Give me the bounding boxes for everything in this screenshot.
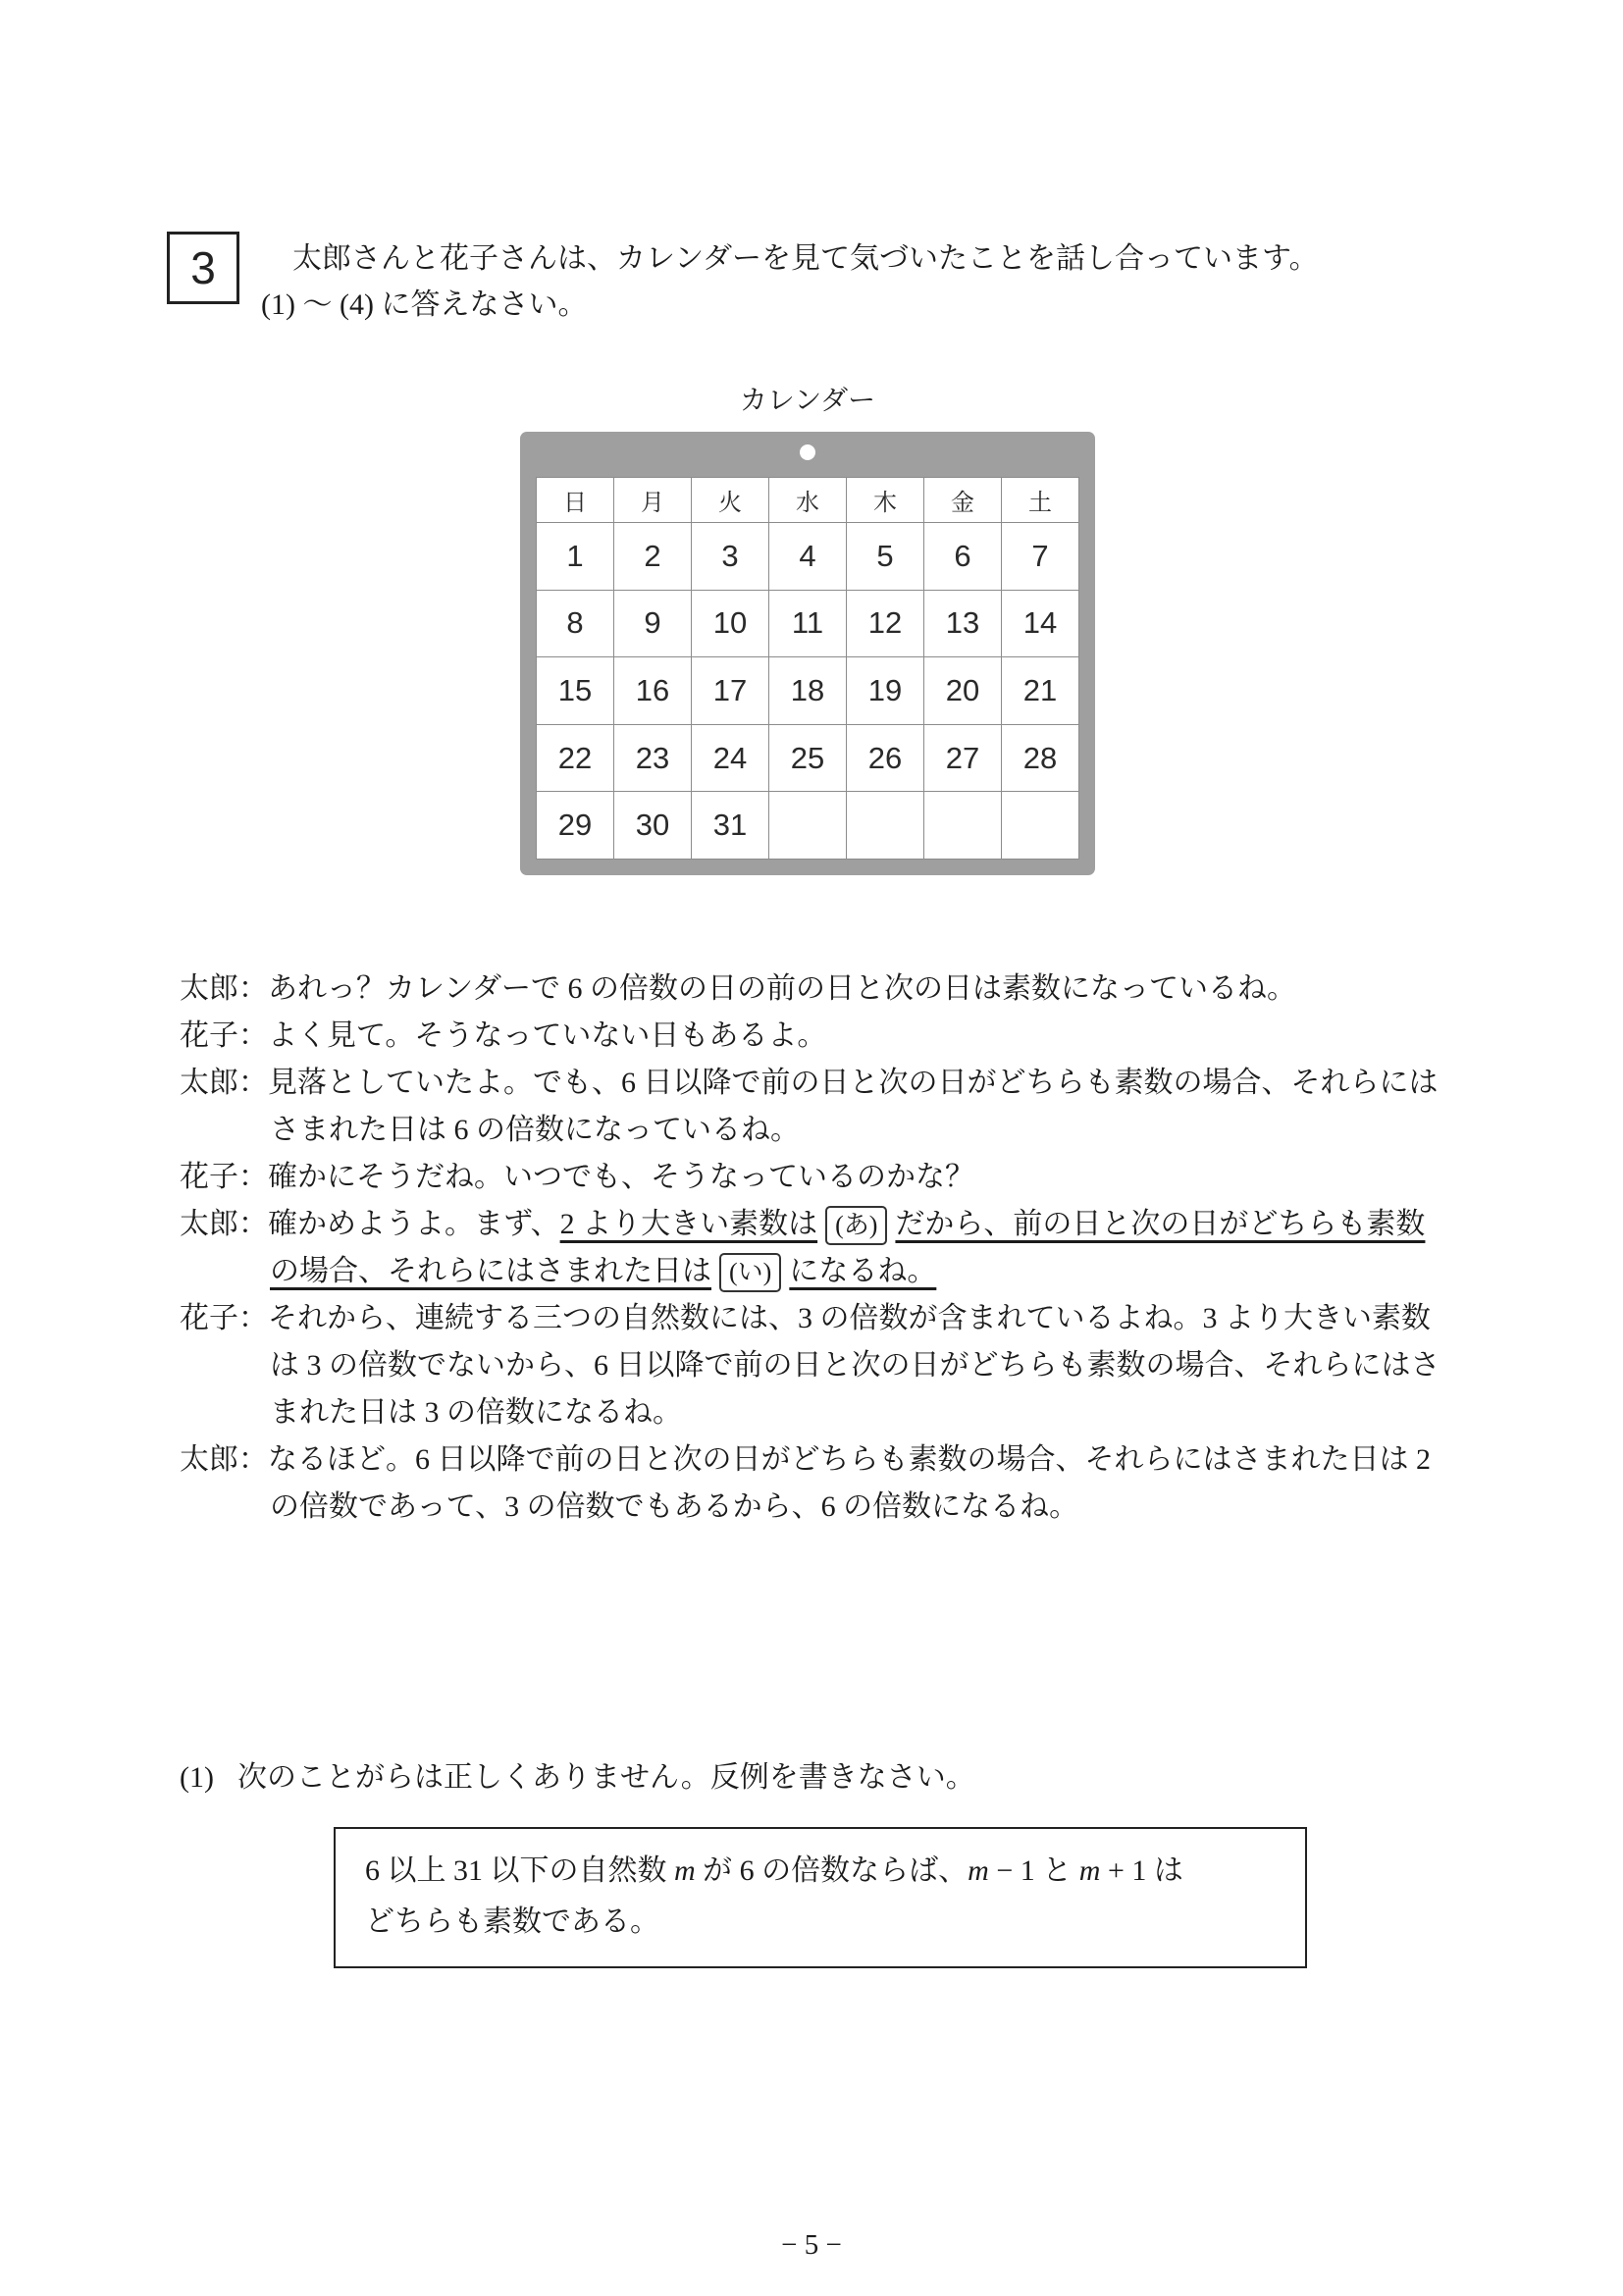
calendar-week-row — [537, 792, 1079, 860]
calendar-date-cell: 31 — [692, 792, 769, 860]
dialogue-text: よく見て。そうなっていない日もあるよ。 — [268, 1019, 827, 1052]
statement-box — [334, 1827, 1307, 1968]
calendar-date-cell: 27 — [924, 724, 1002, 792]
calendar-date-cell: 3 — [692, 523, 769, 591]
speaker-label: 花子： — [180, 1302, 268, 1334]
answer-blank-a: (あ) — [825, 1206, 887, 1245]
calendar-date-cell: 12 — [847, 590, 924, 657]
statement-line-1 — [365, 1846, 1276, 1897]
speaker-label: 太郎： — [180, 972, 268, 1005]
calendar-body — [537, 523, 1079, 860]
speaker-label: 花子： — [180, 1019, 268, 1052]
dialogue-text: あれっ？カレンダーで 6 の倍数の日の前の日と次の日は素数になっているね。 — [268, 972, 1297, 1005]
dialogue-line-with-blanks — [180, 1201, 1447, 1295]
statement-text: 6 以上 31 以下の自然数 — [365, 1854, 674, 1887]
calendar — [520, 432, 1095, 875]
calendar-day-header: 金 — [924, 478, 1002, 523]
calendar-date-cell: 16 — [614, 657, 692, 725]
calendar-date-cell: 19 — [847, 657, 924, 725]
variable-m: m — [1078, 1854, 1101, 1887]
speaker-label: 花子： — [180, 1161, 268, 1193]
underlined-text: 2 より大きい素数は — [559, 1208, 818, 1240]
page-number: − 5 − — [781, 2229, 842, 2261]
dialogue-line — [180, 1013, 1447, 1060]
intro-line-1: 太郎さんと花子さんは、カレンダーを見て気づいたことを話し合っています。 — [292, 242, 1319, 275]
calendar-date-cell: 29 — [537, 792, 614, 860]
calendar-date-cell: 6 — [924, 523, 1002, 591]
calendar-date-cell: 15 — [537, 657, 614, 725]
calendar-date-cell: 1 — [537, 523, 614, 591]
underlined-text: だから、前の日と次の日がどちらも素数の場合、それらにはさまれた日は — [270, 1208, 1426, 1287]
calendar-date-cell: 18 — [769, 657, 847, 725]
statement-text: が 6 の倍数ならば、 — [695, 1854, 969, 1887]
calendar-date-cell — [769, 792, 847, 860]
underlined-text: になるね。 — [789, 1255, 937, 1287]
speaker-label: 太郎： — [180, 1443, 268, 1476]
calendar-date-cell: 17 — [692, 657, 769, 725]
calendar-date-cell: 11 — [769, 590, 847, 657]
calendar-week-row — [537, 590, 1079, 657]
calendar-title: カレンダー — [739, 385, 876, 415]
calendar-week-row — [537, 523, 1079, 591]
calendar-day-header: 水 — [769, 478, 847, 523]
calendar-date-cell: 9 — [614, 590, 692, 657]
calendar-date-cell — [1002, 792, 1079, 860]
calendar-date-cell: 21 — [1002, 657, 1079, 725]
calendar-date-cell: 14 — [1002, 590, 1079, 657]
calendar-date-cell: 13 — [924, 590, 1002, 657]
dialogue — [180, 965, 1447, 1531]
dialogue-text: なるほど。6 日以降で前の日と次の日がどちらも素数の場合、それらにはさまれた日は 2 の倍数であって、3 の倍数でもあるから、6 の倍数になるね。 — [268, 1443, 1431, 1523]
calendar-date-cell — [924, 792, 1002, 860]
statement-line-2: どちらも素数である。 — [365, 1905, 659, 1938]
calendar-date-cell: 7 — [1002, 523, 1079, 591]
calendar-day-header: 日 — [537, 478, 614, 523]
calendar-header-row — [537, 478, 1079, 523]
calendar-date-cell: 24 — [692, 724, 769, 792]
calendar-date-cell: 26 — [847, 724, 924, 792]
calendar-date-cell: 23 — [614, 724, 692, 792]
problem-intro — [261, 235, 1458, 328]
variable-m: m — [674, 1854, 696, 1887]
calendar-hanger-hole — [800, 444, 815, 460]
calendar-day-header: 木 — [847, 478, 924, 523]
question-1 — [180, 1754, 1447, 1801]
question-number: (1) — [180, 1761, 214, 1794]
dialogue-text: 確かめようよ。まず、 — [268, 1208, 560, 1240]
variable-m: m — [968, 1854, 989, 1887]
calendar-date-cell: 22 — [537, 724, 614, 792]
calendar-week-row — [537, 657, 1079, 725]
intro-line-2: (1) ～ (4) に答えなさい。 — [261, 288, 588, 321]
question-text: 次のことがらは正しくありません。反例を書きなさい。 — [236, 1761, 975, 1794]
problem-number: 3 — [167, 232, 239, 304]
statement-text: + 1 は — [1100, 1854, 1183, 1887]
dialogue-text: 見落としていたよ。でも、6 日以降で前の日と次の日がどちらも素数の場合、それらにはさまれた日は 6 の倍数になっているね。 — [268, 1067, 1439, 1146]
speaker-label: 太郎： — [180, 1208, 268, 1240]
calendar-day-header: 土 — [1002, 478, 1079, 523]
dialogue-line — [180, 965, 1447, 1013]
dialogue-line — [180, 1060, 1447, 1154]
calendar-date-cell: 4 — [769, 523, 847, 591]
dialogue-text: 確かにそうだね。いつでも、そうなっているのかな？ — [268, 1161, 974, 1193]
calendar-week-row — [537, 724, 1079, 792]
dialogue-line — [180, 1154, 1447, 1201]
calendar-date-cell — [847, 792, 924, 860]
calendar-grid — [536, 477, 1079, 860]
calendar-date-cell: 28 — [1002, 724, 1079, 792]
statement-text: − 1 と — [988, 1854, 1079, 1887]
calendar-date-cell: 30 — [614, 792, 692, 860]
calendar-day-header: 月 — [614, 478, 692, 523]
calendar-date-cell: 25 — [769, 724, 847, 792]
calendar-date-cell: 5 — [847, 523, 924, 591]
calendar-date-cell: 2 — [614, 523, 692, 591]
dialogue-line — [180, 1295, 1447, 1436]
calendar-date-cell: 8 — [537, 590, 614, 657]
dialogue-text: それから、連続する三つの自然数には、3 の倍数が含まれているよね。3 より大きい素数は 3 の倍数でないから、6 日以降で前の日と次の日がどちらも素数の場合、それらにはさまれた日は 3 の倍数になるね。 — [268, 1302, 1440, 1429]
dialogue-line — [180, 1436, 1447, 1531]
calendar-day-header: 火 — [692, 478, 769, 523]
answer-blank-i: (い) — [719, 1253, 781, 1292]
calendar-date-cell: 10 — [692, 590, 769, 657]
calendar-date-cell: 20 — [924, 657, 1002, 725]
speaker-label: 太郎： — [180, 1067, 268, 1099]
